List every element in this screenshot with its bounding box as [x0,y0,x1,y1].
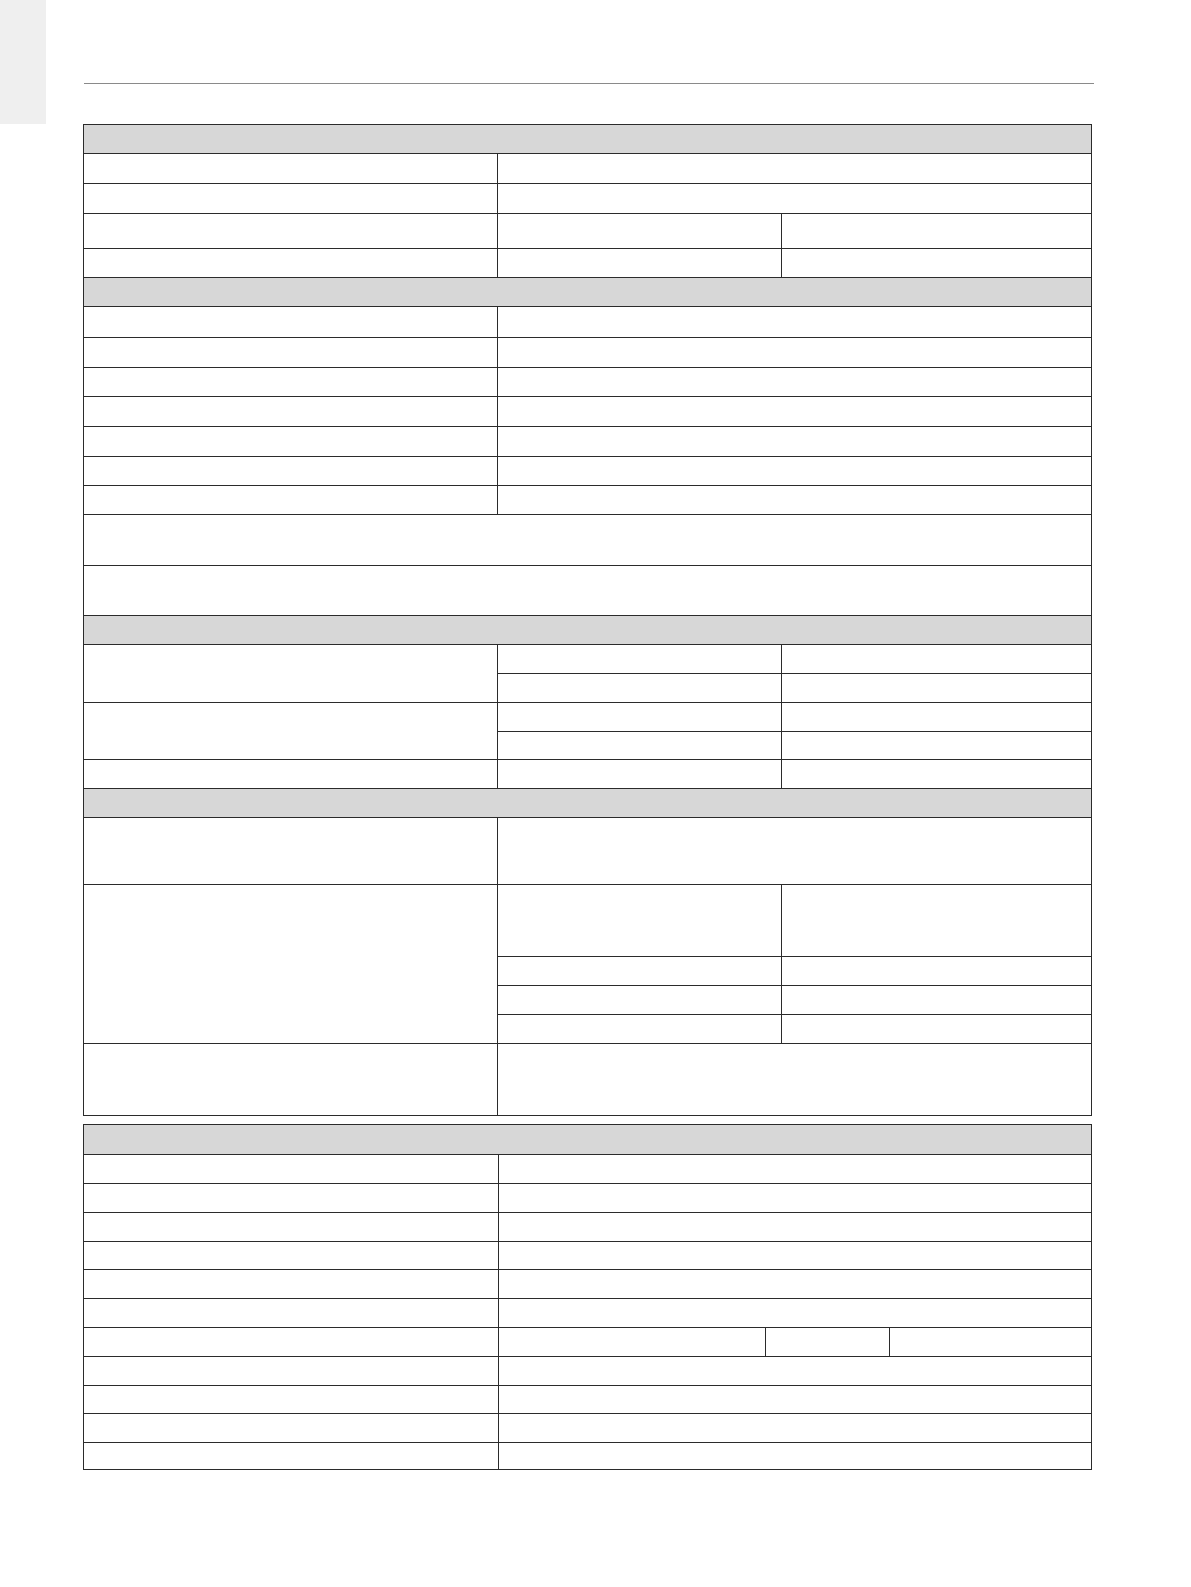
form-value-cell[interactable] [781,213,1092,249]
header-rule [84,83,1094,84]
form-value-cell[interactable] [498,1183,1092,1213]
form-label-cell [83,456,498,486]
form-value-cell[interactable] [765,1327,890,1357]
form-label-cell [83,1327,499,1357]
form-value-cell[interactable] [781,884,1092,957]
form-value-cell[interactable] [497,396,1092,427]
form-wide-cell[interactable] [83,514,1092,566]
form-value-cell[interactable] [781,673,1092,703]
form-value-cell[interactable] [498,1413,1092,1443]
form-value-cell[interactable] [497,673,782,703]
form-label-cell [83,183,498,214]
section-header-2 [83,277,1092,307]
section-header-4 [83,788,1092,818]
form-value-cell[interactable] [497,884,782,957]
form-value-cell[interactable] [497,213,782,249]
form-value-cell[interactable] [781,1014,1092,1044]
form-label-cell [83,1212,499,1242]
form-value-cell[interactable] [497,153,1092,184]
form-value-cell[interactable] [781,956,1092,986]
form-value-cell[interactable] [497,731,782,760]
form-label-cell [83,153,498,184]
form-value-cell[interactable] [497,306,1092,338]
section-header-5 [83,1124,1092,1155]
form-label-cell [83,485,498,515]
form-value-cell[interactable] [498,1327,766,1357]
form-label-cell [83,1356,499,1386]
form-value-cell[interactable] [497,248,782,278]
form-label-cell [83,367,498,397]
form-label-cell [83,1183,499,1213]
form-value-cell[interactable] [498,1241,1092,1270]
form-label-cell [83,1442,499,1470]
form-label-cell [83,1413,499,1443]
form-label-cell [83,759,498,789]
form-value-cell[interactable] [497,367,1092,397]
form-value-cell[interactable] [497,1014,782,1044]
form-label-cell [83,1298,499,1328]
form-label-cell [83,1154,499,1184]
form-label-cell [83,306,498,338]
form-value-cell[interactable] [497,456,1092,486]
form-value-cell[interactable] [497,1043,1092,1116]
form-table-top [83,124,1092,1116]
form-value-cell[interactable] [781,731,1092,760]
form-value-cell[interactable] [498,1154,1092,1184]
form-value-cell[interactable] [497,985,782,1015]
section-header-1 [83,124,1092,154]
form-label-cell [83,1043,498,1116]
form-wide-cell[interactable] [83,565,1092,616]
form-value-cell[interactable] [498,1442,1092,1470]
form-label-cell [83,337,498,368]
form-value-cell[interactable] [889,1327,1092,1357]
form-label-cell [83,884,498,1044]
form-label-cell [83,1385,499,1414]
form-value-cell[interactable] [498,1269,1092,1299]
form-value-cell[interactable] [781,985,1092,1015]
form-value-cell[interactable] [497,485,1092,515]
form-label-cell [83,817,498,885]
form-label-cell [83,213,498,249]
corner-tab [0,0,46,124]
section-header-3 [83,615,1092,645]
form-value-cell[interactable] [497,817,1092,885]
form-label-cell [83,702,498,760]
form-value-cell[interactable] [497,183,1092,214]
form-value-cell[interactable] [781,248,1092,278]
form-value-cell[interactable] [497,337,1092,368]
form-label-cell [83,396,498,427]
form-value-cell[interactable] [781,759,1092,789]
form-label-cell [83,644,498,703]
form-value-cell[interactable] [498,1356,1092,1386]
form-value-cell[interactable] [498,1385,1092,1414]
form-label-cell [83,1241,499,1270]
form-table-bottom [83,1124,1092,1470]
form-label-cell [83,248,498,278]
form-value-cell[interactable] [498,1212,1092,1242]
form-value-cell[interactable] [781,644,1092,674]
form-value-cell[interactable] [497,759,782,789]
form-value-cell[interactable] [497,702,782,732]
form-value-cell[interactable] [497,644,782,674]
form-label-cell [83,1269,499,1299]
form-value-cell[interactable] [497,956,782,986]
form-label-cell [83,426,498,457]
form-value-cell[interactable] [498,1298,1092,1328]
form-value-cell[interactable] [781,702,1092,732]
form-value-cell[interactable] [497,426,1092,457]
